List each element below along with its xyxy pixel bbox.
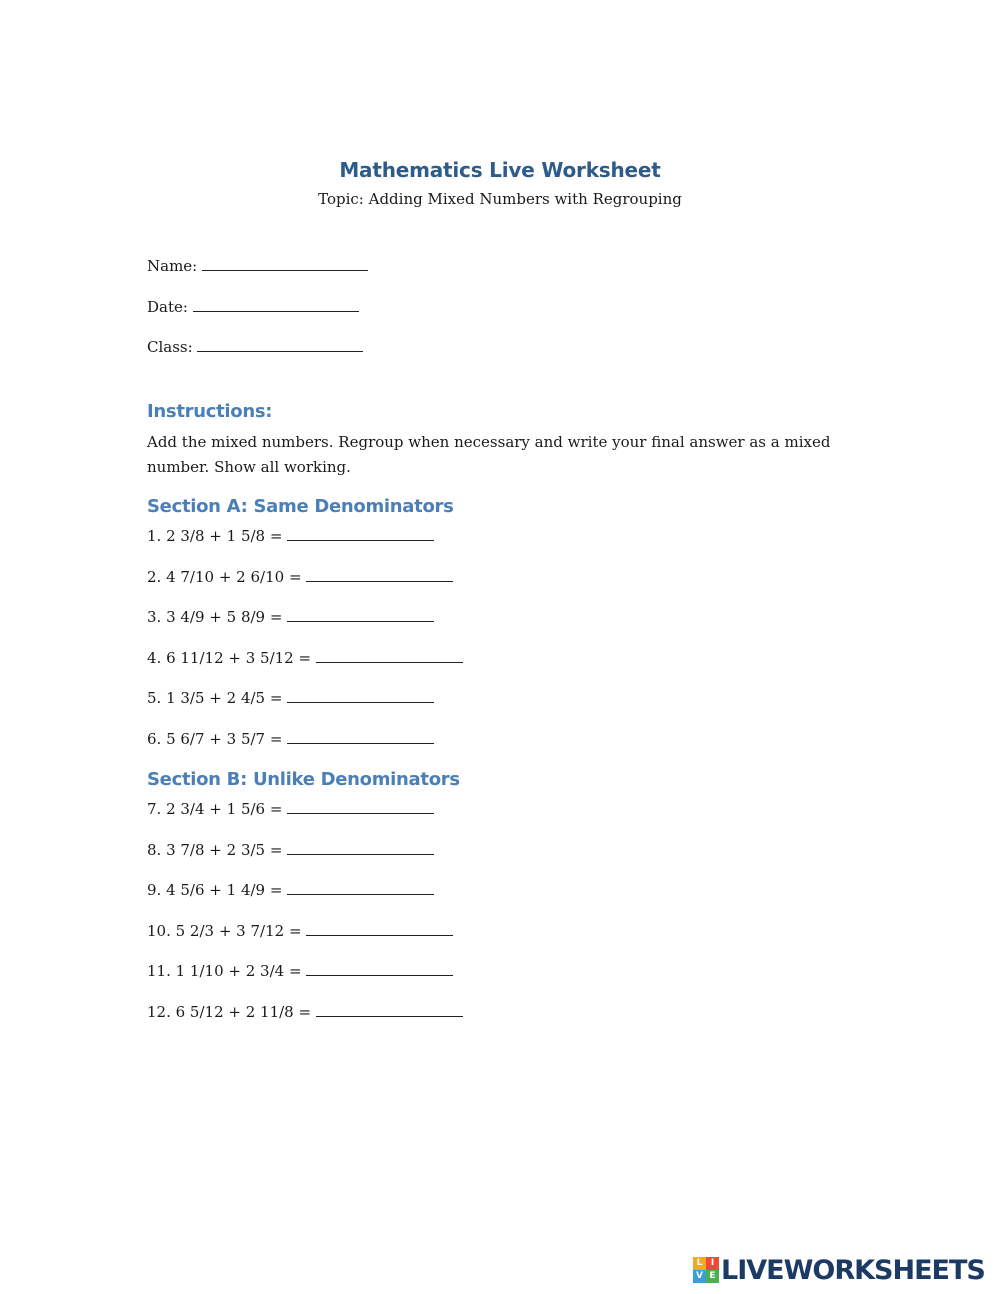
- question-11: [147, 961, 453, 980]
- logo-text: LIVEWORKSHEETS: [721, 1254, 985, 1286]
- page-title: Mathematics Live Worksheet: [339, 158, 661, 182]
- answer-input[interactable]: [287, 880, 434, 895]
- question-7: [147, 799, 434, 818]
- logo-mark-letter: L: [693, 1257, 706, 1270]
- date-field: [147, 297, 359, 316]
- class-label: Class:: [147, 338, 193, 356]
- question-8: [147, 840, 434, 859]
- question-1: [147, 526, 434, 545]
- question-text: 4. 6 11/12 + 3 5/12 =: [147, 649, 312, 667]
- question-2: [147, 567, 453, 586]
- answer-input[interactable]: [287, 688, 434, 703]
- answer-input[interactable]: [306, 921, 453, 936]
- logo-mark-letter: V: [693, 1270, 706, 1283]
- answer-input[interactable]: [287, 840, 434, 855]
- question-text: 10. 5 2/3 + 3 7/12 =: [147, 922, 302, 940]
- answer-input[interactable]: [316, 1002, 463, 1017]
- answer-input[interactable]: [306, 567, 453, 582]
- question-9: [147, 880, 434, 899]
- question-3: [147, 607, 434, 626]
- name-input[interactable]: [202, 256, 368, 271]
- answer-input[interactable]: [306, 961, 453, 976]
- question-text: 6. 5 6/7 + 3 5/7 =: [147, 730, 283, 748]
- question-text: 3. 3 4/9 + 5 8/9 =: [147, 608, 283, 626]
- answer-input[interactable]: [287, 729, 434, 744]
- question-text: 9. 4 5/6 + 1 4/9 =: [147, 881, 283, 899]
- date-input[interactable]: [193, 297, 359, 312]
- instructions-text: Add the mixed numbers. Regroup when necessary and write your final answer as a mixed number. Show all working.: [147, 433, 831, 476]
- answer-input[interactable]: [287, 799, 434, 814]
- logo-mark-letter: I: [706, 1257, 719, 1270]
- name-field: [147, 256, 368, 275]
- question-5: [147, 688, 434, 707]
- section-a-heading: Section A: Same Denominators: [147, 496, 454, 517]
- liveworksheets-logo[interactable]: [693, 1254, 985, 1286]
- page-subtitle: Topic: Adding Mixed Numbers with Regrouping: [318, 190, 682, 208]
- question-text: 11. 1 1/10 + 2 3/4 =: [147, 962, 302, 980]
- question-10: [147, 921, 453, 940]
- answer-input[interactable]: [287, 607, 434, 622]
- question-12: [147, 1002, 463, 1021]
- question-text: 1. 2 3/8 + 1 5/8 =: [147, 527, 283, 545]
- section-b-heading: Section B: Unlike Denominators: [147, 769, 460, 790]
- class-input[interactable]: [197, 337, 363, 352]
- question-text: 5. 1 3/5 + 2 4/5 =: [147, 689, 283, 707]
- instructions-heading: Instructions:: [147, 401, 273, 422]
- question-text: 12. 6 5/12 + 2 11/8 =: [147, 1003, 312, 1021]
- question-text: 8. 3 7/8 + 2 3/5 =: [147, 841, 283, 859]
- logo-mark-letter: E: [706, 1270, 719, 1283]
- question-text: 7. 2 3/4 + 1 5/6 =: [147, 800, 283, 818]
- question-6: [147, 729, 434, 748]
- answer-input[interactable]: [287, 526, 434, 541]
- name-label: Name:: [147, 257, 198, 275]
- question-text: 2. 4 7/10 + 2 6/10 =: [147, 568, 302, 586]
- class-field: [147, 337, 363, 356]
- logo-mark-icon: [693, 1257, 719, 1283]
- answer-input[interactable]: [316, 648, 463, 663]
- question-4: [147, 648, 463, 667]
- date-label: Date:: [147, 298, 188, 316]
